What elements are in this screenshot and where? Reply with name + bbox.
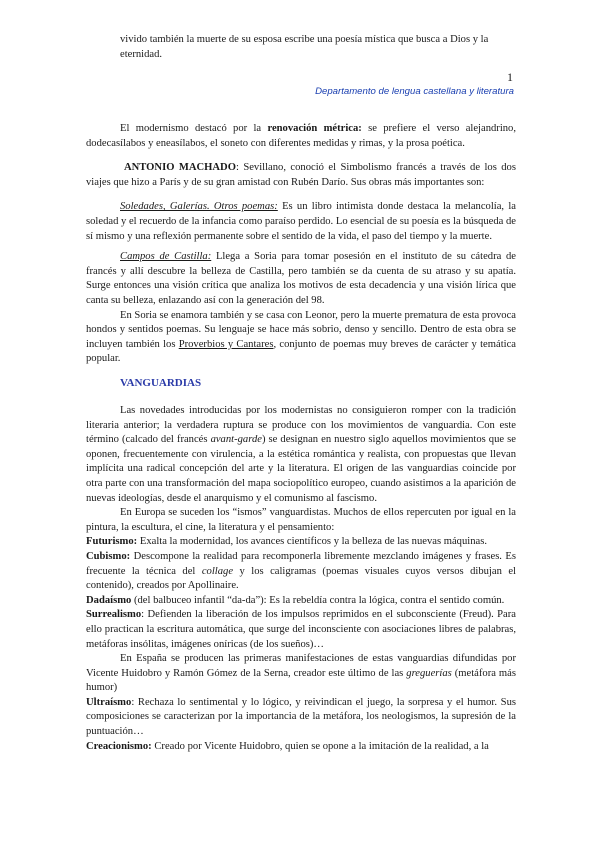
vanguardias-paragraph-1: Las novedades introducidas por los modernistas no consiguieron romper con la tradición literaria anterior; la verdadera ruptura se produce con los movimientos de vanguardia. Con este término (calcado del francés avant-garde) se designan en nuestro siglo aquellos movimientos que se oponen, frecuentemente con virulencia, a la estética romántica y realista, con propuestas que llevan implícita una radical concepción del arte y la literatura. El origen de las vanguardias coincide por otra parte con una transformación del mapa sociopolítico europeo, cuando asistimos a la aparición de nuevas ideologías, desde el anarquismo y el comunismo al fascismo. [86, 405, 516, 504]
creacionismo-item: Creacionismo: Creado por Vicente Huidobro, quien se opone a la imitación de la realidad, a la [86, 740, 489, 752]
body-section-1 [86, 122, 516, 367]
dadaismo-item: Dadaísmo (del balbuceo infantil “da-da”): Es la rebeldía contra la lógica, contra el sentido común. [86, 594, 505, 606]
machado-paragraph: ANTONIO MACHADO: Sevillano, conoció el Simbolismo francés a través de los dos viajes que hizo a París y de su gran amistad con Rubén Darío. Sus obras más importantes son: [86, 162, 516, 188]
soria-paragraph: En Soria se enamora también y se casa con Leonor, pero la muerte prematura de esta provoca hondos y sentidos poemas. Su lenguaje se hace más sobrio, denso y sencillo. Dentro de esta obra se incluyen también los Proverbios y Cantares, conjunto de poemas muy breves de carácter y temática popular. [86, 309, 516, 365]
intro-paragraph: vivido también la muerte de su esposa escribe una poesía mística que busca a Dios y la eternidad. [120, 34, 489, 60]
campos-paragraph: Campos de Castilla: Llega a Soria para tomar posesión en el instituto de su cátedra de francés y allí descubre la belleza de Castilla, pero también se da cuenta de su atraso y su apatía. Surge entonces una visión crítica que analiza los motivos de esta decadencia y una visión lírica que canta su belleza, enlazando así con la generación del 98. [86, 251, 516, 306]
department-header: Departamento de lengua castellana y literatura [315, 86, 514, 97]
work-title-campos: Campos de Castilla: [120, 251, 212, 263]
ultraismo-item: Ultraísmo: Rechaza lo sentimental y lo lógico, y reivindican el juego, la sorpresa y el humor. Sus composiciones se caracterizan por la importancia de la metáfora, los neologismos, la supresión de la puntuación… [86, 696, 516, 738]
cubismo-item: Cubismo: Descompone la realidad para recomponerla libremente mezclando imágenes y frases. Es frecuente la técnica del collage y los caligramas (poemas visuales cuyos versos dibujan el contenido), creados por Apollinaire. [86, 550, 516, 592]
metric-term: renovación métrica: [267, 123, 362, 134]
author-name: ANTONIO MACHADO [124, 162, 236, 174]
modernismo-paragraph: El modernismo destacó por la renovación métrica: se prefiere el verso alejandrino, dodecasílabos y eneasílabos, el soneto con diferentes medidas y rimas, y la prosa poética. [86, 123, 517, 149]
surrealismo-item: Surrealismo: Defienden la liberación de los impulsos reprimidos en el subconsciente (Freud). Para ello practican la escritura automática, que surge del inconsciente con asociaciones libres de palabras, metáforas insólitas, imágenes oníricas (de los sueños)… [86, 609, 516, 650]
section-heading-vanguardias: VANGUARDIAS [120, 377, 202, 389]
futurismo-item: Futurismo: Exalta la modernidad, los avances científicos y la belleza de las nuevas máquinas. [86, 536, 487, 548]
vanguardias-paragraph-2: En Europa se suceden los “ismos” vanguardistas. Muchos de ellos repercuten por igual en la pintura, la escultura, el cine, la literatura y el pensamiento: [86, 507, 516, 533]
work-title-proverbios: Proverbios y Cantares [178, 338, 274, 350]
soledades-paragraph: Soledades, Galerías. Otros poemas: Es un libro intimista donde destaca la melancolía, la soledad y el recuerdo de la infancia como paraíso perdido. Lo esencial de su poesía es la búsqueda de sí mismo y una reflexión permanente sobre el sentido de la vida, el paso del tiempo y la muerte. [86, 201, 516, 242]
page-number: 1 [507, 70, 513, 84]
espana-paragraph: En España se producen las primeras manifestaciones de estas vanguardias difundidas por Vicente Huidobro y Ramón Gómez de la Serna, creador este último de las greguerías (metáfora más humor) [86, 653, 516, 694]
body-section-2 [86, 404, 516, 754]
work-title-soledades: Soledades, Galerías. Otros poemas: [120, 201, 278, 213]
